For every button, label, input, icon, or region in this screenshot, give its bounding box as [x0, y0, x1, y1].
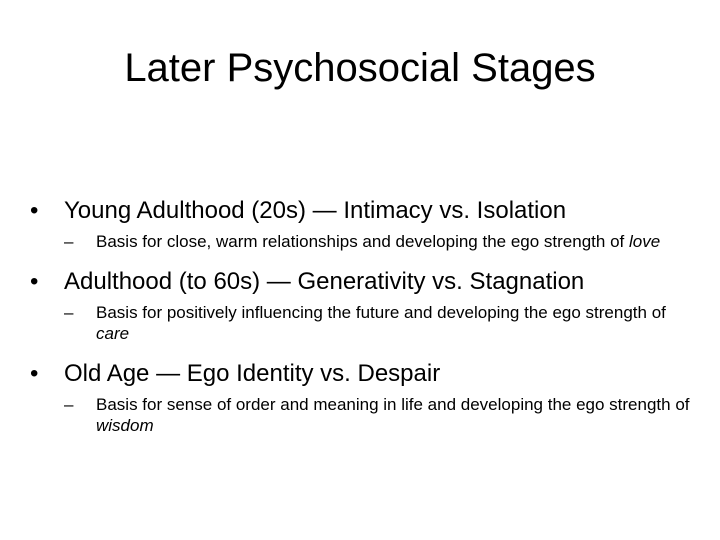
ego-strength: care [96, 324, 130, 343]
stage-description [64, 394, 700, 436]
description-lead: Basis for positively influencing the future and developing the ego strength of [96, 303, 666, 322]
bullet-icon: • [30, 268, 39, 295]
stage-heading: Old Age — Ego Identity vs. Despair [64, 360, 441, 387]
description-lead: Basis for sense of order and meaning in life and developing the ego strength of [96, 395, 690, 414]
bullet-icon: • [30, 197, 39, 224]
slide-title: Later Psychosocial Stages [124, 46, 596, 90]
stage-description-text [96, 395, 690, 435]
dash-icon: – [64, 232, 74, 251]
bullet-list [30, 195, 700, 436]
stage-item-young-adulthood [30, 195, 700, 252]
description-lead: Basis for close, warm relationships and developing the ego strength of [96, 232, 629, 251]
stage-description-text [96, 303, 666, 343]
stage-description-text [96, 232, 660, 251]
stage-description [64, 302, 700, 344]
bullet-icon: • [30, 360, 39, 387]
stage-heading: Young Adulthood (20s) — Intimacy vs. Isolation [64, 197, 567, 224]
ego-strength: love [628, 232, 661, 251]
stage-item-old-age [30, 358, 700, 436]
stage-heading: Adulthood (to 60s) — Generativity vs. Stagnation [64, 268, 585, 295]
stage-item-adulthood [30, 266, 700, 344]
dash-icon: – [64, 303, 74, 322]
stage-description [64, 231, 700, 252]
ego-strength: wisdom [96, 416, 154, 435]
dash-icon: – [64, 395, 74, 414]
